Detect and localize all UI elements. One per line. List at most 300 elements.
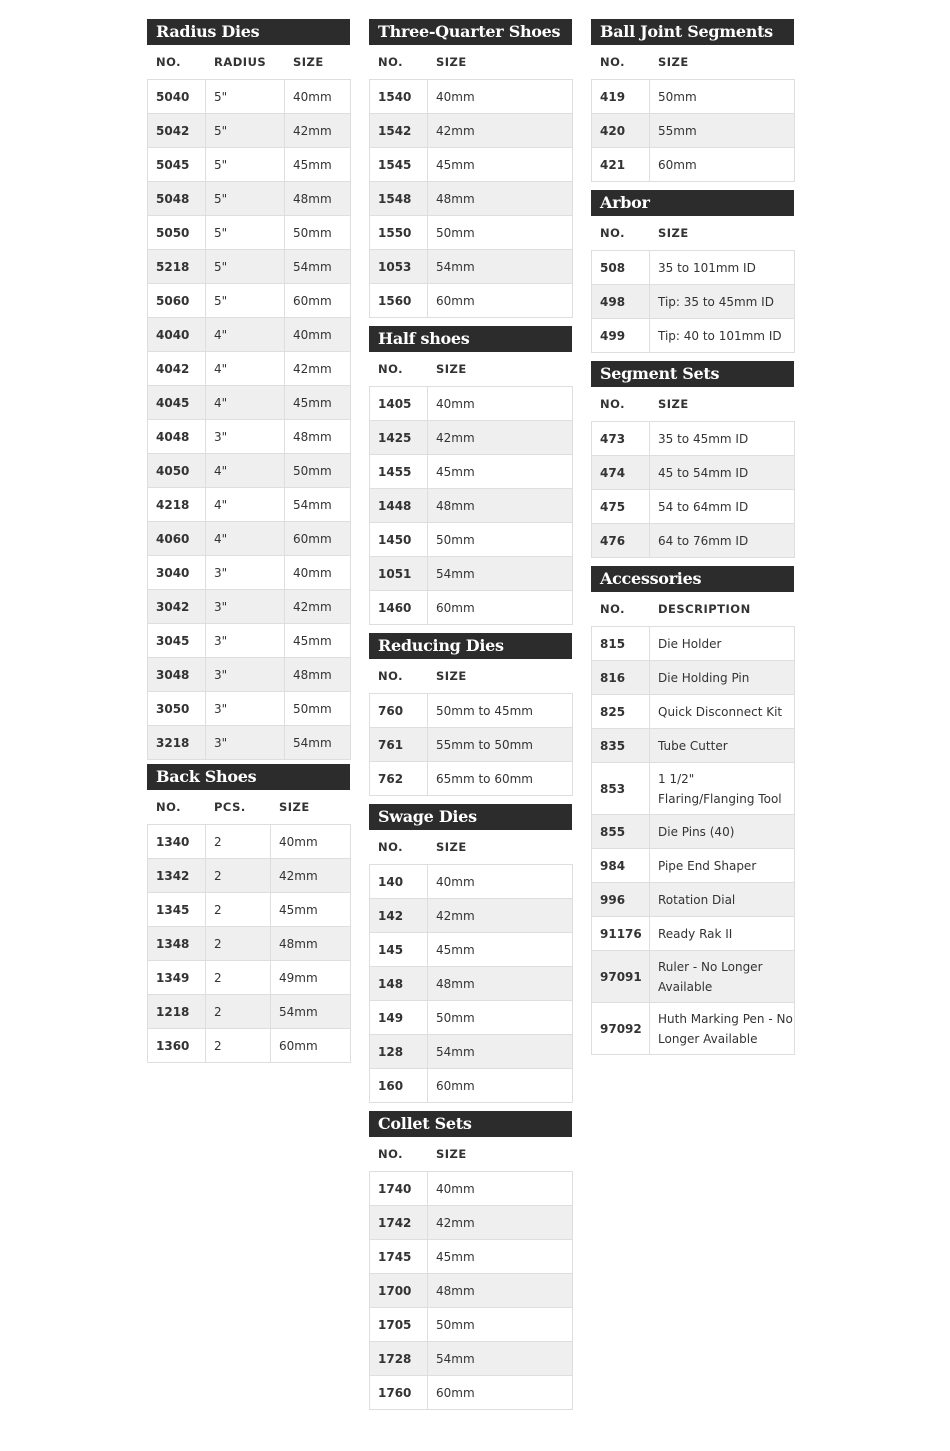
item-value: 5" [206,80,285,114]
item-value: 35 to 45mm ID [650,422,795,456]
table-row [592,148,795,182]
collet-sets-table [369,1171,573,1410]
item-value: 5" [206,148,285,182]
item-number: 1745 [370,1240,428,1274]
table-row [370,1376,573,1410]
item-number: 1540 [370,80,428,114]
item-number: 140 [370,865,428,899]
table-row [370,421,573,455]
column-header: DESCRIPTION [658,602,751,616]
item-value: 60mm [285,522,351,556]
item-number: 128 [370,1035,428,1069]
item-value: 2 [206,927,271,961]
item-value: 60mm [428,1376,573,1410]
table-row [592,815,795,849]
item-number: 1448 [370,489,428,523]
item-value: 5" [206,284,285,318]
item-value: 40mm [428,1172,573,1206]
table-row [148,182,351,216]
table-row [592,285,795,319]
table-row [592,849,795,883]
item-value: 48mm [428,489,573,523]
item-number: 1560 [370,284,428,318]
item-value: 35 to 101mm ID [650,251,795,285]
accessories-section [591,566,794,1055]
item-value: 54mm [428,250,573,284]
table-row [592,80,795,114]
item-value: 40mm [285,556,351,590]
item-value: 40mm [285,80,351,114]
item-value: 2 [206,893,271,927]
item-value: 60mm [428,284,573,318]
table-row [592,729,795,763]
table-row [370,1001,573,1035]
item-value: 5" [206,250,285,284]
item-number: 855 [592,815,650,849]
half-shoes-section [369,326,572,625]
table-row [370,182,573,216]
item-value: 2 [206,1029,271,1063]
column-header: SIZE [436,669,467,683]
table-row [370,1069,573,1103]
arbor-section [591,190,794,353]
item-number: 142 [370,899,428,933]
item-value: 5" [206,114,285,148]
item-number: 1460 [370,591,428,625]
item-number: 4218 [148,488,206,522]
item-value: 54mm [285,250,351,284]
item-number: 145 [370,933,428,967]
item-number: 91176 [592,917,650,951]
item-number: 4050 [148,454,206,488]
item-value: 4" [206,386,285,420]
item-number: 761 [370,728,428,762]
column-header: SIZE [436,840,467,854]
item-value: 48mm [285,420,351,454]
item-number: 160 [370,1069,428,1103]
item-value: 2 [206,825,271,859]
table-row [148,284,351,318]
reducing-dies-section [369,633,572,796]
half-shoes-table [369,386,573,625]
item-value: 3" [206,556,285,590]
table-row [370,284,573,318]
radius-dies-section [147,19,350,760]
table-row [148,454,351,488]
item-value: 40mm [428,865,573,899]
item-value: 3" [206,624,285,658]
column-header: SIZE [658,55,689,69]
table-row [148,624,351,658]
column-header: NO. [600,397,626,411]
column-header: NO. [378,55,404,69]
item-value: 60mm [271,1029,351,1063]
three-quarter-shoes-section [369,19,572,318]
radius-dies-table [147,79,351,760]
item-number: 1548 [370,182,428,216]
ball-joint-segments-title: Ball Joint Segments [591,19,794,45]
item-number: 474 [592,456,650,490]
column-headers [591,45,794,79]
table-row [148,420,351,454]
item-value: 54mm [428,1035,573,1069]
table-row [148,961,351,995]
item-number: 1340 [148,825,206,859]
table-row [148,318,351,352]
item-value: Tip: 35 to 45mm ID [650,285,795,319]
item-number: 5048 [148,182,206,216]
item-value: Die Holder [650,627,795,661]
column-headers [147,790,350,824]
item-number: 1700 [370,1274,428,1308]
column-header: NO. [156,800,182,814]
swage-dies-section [369,804,572,1103]
item-value: 5" [206,216,285,250]
table-row [370,523,573,557]
item-value: 50mm [428,1001,573,1035]
column-header: NO. [378,840,404,854]
table-row [148,80,351,114]
item-value: 40mm [428,80,573,114]
item-number: 148 [370,967,428,1001]
item-value: Die Pins (40) [650,815,795,849]
item-value: 42mm [285,352,351,386]
table-row [148,995,351,1029]
item-number: 1405 [370,387,428,421]
item-value: Ready Rak II [650,917,795,951]
table-row [370,80,573,114]
accessories-table [591,626,795,1055]
item-value: 65mm to 60mm [428,762,573,796]
item-number: 1545 [370,148,428,182]
column-headers [147,45,350,79]
item-number: 419 [592,80,650,114]
column-left [147,19,350,1063]
table-row [592,422,795,456]
table-row [592,951,795,1003]
item-number: 3040 [148,556,206,590]
item-number: 5050 [148,216,206,250]
item-number: 4060 [148,522,206,556]
column-headers [591,387,794,421]
item-value: 42mm [428,421,573,455]
item-value: 60mm [428,1069,573,1103]
item-number: 97092 [592,1003,650,1055]
item-number: 3048 [148,658,206,692]
item-number: 1728 [370,1342,428,1376]
table-row [148,1029,351,1063]
item-value: 48mm [285,182,351,216]
column-header: PCS. [214,800,246,814]
item-value: 4" [206,488,285,522]
item-value: 45mm [271,893,351,927]
item-number: 498 [592,285,650,319]
swage-dies-table [369,864,573,1103]
item-number: 3042 [148,590,206,624]
item-value: 3" [206,658,285,692]
column-header: NO. [156,55,182,69]
table-row [370,865,573,899]
item-value: 55mm to 50mm [428,728,573,762]
table-row [370,933,573,967]
item-value: 2 [206,859,271,893]
item-number: 3050 [148,692,206,726]
table-row [370,1240,573,1274]
item-value: 64 to 76mm ID [650,524,795,558]
item-value: 2 [206,961,271,995]
table-row [592,883,795,917]
table-row [370,1172,573,1206]
column-header: SIZE [293,55,324,69]
table-row [592,251,795,285]
item-value: 45mm [428,148,573,182]
segment-sets-title: Segment Sets [591,361,794,387]
item-number: 984 [592,849,650,883]
back-shoes-table [147,824,351,1063]
column-header: NO. [600,226,626,240]
reducing-dies-title: Reducing Dies [369,633,572,659]
item-value: 54mm [285,488,351,522]
half-shoes-title: Half shoes [369,326,572,352]
back-shoes-title: Back Shoes [147,764,350,790]
item-number: 853 [592,763,650,815]
item-value: 4" [206,318,285,352]
item-value: 45mm [285,386,351,420]
item-value: 4" [206,522,285,556]
item-number: 4045 [148,386,206,420]
item-value: Tip: 40 to 101mm ID [650,319,795,353]
table-row [370,1308,573,1342]
item-value: 50mm [428,523,573,557]
arbor-title: Arbor [591,190,794,216]
column-header: SIZE [658,226,689,240]
item-number: 4048 [148,420,206,454]
item-value: Huth Marking Pen - No Longer Available [650,1003,795,1055]
item-number: 421 [592,148,650,182]
item-number: 499 [592,319,650,353]
item-value: 45mm [285,624,351,658]
table-row [370,216,573,250]
item-value: 48mm [271,927,351,961]
table-row [592,627,795,661]
item-number: 815 [592,627,650,661]
item-value: 3" [206,692,285,726]
item-number: 4040 [148,318,206,352]
item-number: 97091 [592,951,650,1003]
item-number: 1051 [370,557,428,591]
item-number: 835 [592,729,650,763]
column-header: NO. [600,55,626,69]
ball-joint-segments-table [591,79,795,182]
item-value: 3" [206,590,285,624]
column-header: NO. [378,669,404,683]
table-row [592,524,795,558]
table-row [370,1342,573,1376]
table-row [592,319,795,353]
item-value: 50mm [285,454,351,488]
table-row [370,1035,573,1069]
item-value: 5" [206,182,285,216]
table-row [148,386,351,420]
item-value: 60mm [428,591,573,625]
table-row [148,859,351,893]
item-value: 48mm [428,182,573,216]
item-number: 1742 [370,1206,428,1240]
column-headers [369,830,572,864]
item-value: 50mm [650,80,795,114]
ball-joint-segments-section [591,19,794,182]
item-value: 40mm [428,387,573,421]
column-header: RADIUS [214,55,267,69]
item-value: 42mm [428,114,573,148]
table-row [592,763,795,815]
item-value: Pipe End Shaper [650,849,795,883]
table-row [370,250,573,284]
item-number: 5060 [148,284,206,318]
table-row [148,216,351,250]
item-value: 1 1/2" Flaring/Flanging Tool [650,763,795,815]
column-header: SIZE [436,1147,467,1161]
item-value: 45mm [428,455,573,489]
item-value: Ruler - No Longer Available [650,951,795,1003]
item-value: 45mm [428,1240,573,1274]
column-header: NO. [378,1147,404,1161]
item-value: 48mm [285,658,351,692]
column-headers [369,45,572,79]
table-row [370,1274,573,1308]
item-number: 1740 [370,1172,428,1206]
table-row [592,917,795,951]
table-row [148,488,351,522]
item-value: 45mm [428,933,573,967]
item-value: 54 to 64mm ID [650,490,795,524]
back-shoes-section [147,764,350,1063]
item-value: Tube Cutter [650,729,795,763]
column-header: SIZE [279,800,310,814]
item-value: 42mm [285,114,351,148]
item-value: 42mm [428,1206,573,1240]
item-value: Quick Disconnect Kit [650,695,795,729]
item-value: 60mm [650,148,795,182]
table-row [592,1003,795,1055]
table-row [370,728,573,762]
collet-sets-section [369,1111,572,1410]
table-row [592,490,795,524]
table-row [370,899,573,933]
table-row [148,522,351,556]
table-row [592,114,795,148]
item-value: 54mm [271,995,351,1029]
item-number: 475 [592,490,650,524]
table-row [370,455,573,489]
segment-sets-table [591,421,795,558]
column-header: SIZE [658,397,689,411]
item-value: 48mm [428,967,573,1001]
table-row [148,590,351,624]
item-value: 3" [206,420,285,454]
column-headers [369,659,572,693]
column-header: SIZE [436,55,467,69]
column-right [591,19,794,1055]
table-row [592,456,795,490]
item-number: 508 [592,251,650,285]
item-value: Die Holding Pin [650,661,795,695]
column-middle [369,19,572,1410]
item-value: 50mm [428,216,573,250]
item-number: 996 [592,883,650,917]
item-value: 48mm [428,1274,573,1308]
table-row [370,967,573,1001]
column-header: SIZE [436,362,467,376]
item-number: 762 [370,762,428,796]
collet-sets-title: Collet Sets [369,1111,572,1137]
item-number: 5042 [148,114,206,148]
table-row [370,557,573,591]
item-number: 1425 [370,421,428,455]
table-row [148,352,351,386]
radius-dies-title: Radius Dies [147,19,350,45]
table-row [370,387,573,421]
item-number: 1349 [148,961,206,995]
table-row [370,762,573,796]
item-number: 1345 [148,893,206,927]
table-row [592,661,795,695]
item-value: 54mm [428,557,573,591]
item-number: 825 [592,695,650,729]
item-number: 1360 [148,1029,206,1063]
table-row [370,1206,573,1240]
item-number: 473 [592,422,650,456]
item-number: 1342 [148,859,206,893]
item-number: 1550 [370,216,428,250]
column-headers [591,216,794,250]
table-row [148,556,351,590]
item-number: 1218 [148,995,206,1029]
item-number: 1760 [370,1376,428,1410]
item-number: 3218 [148,726,206,760]
column-headers [369,1137,572,1171]
accessories-title: Accessories [591,566,794,592]
item-value: 54mm [428,1342,573,1376]
item-number: 760 [370,694,428,728]
item-value: 49mm [271,961,351,995]
item-number: 816 [592,661,650,695]
table-row [370,694,573,728]
item-value: 55mm [650,114,795,148]
table-row [148,825,351,859]
item-value: 3" [206,726,285,760]
item-number: 4042 [148,352,206,386]
item-value: 42mm [285,590,351,624]
item-number: 5045 [148,148,206,182]
item-value: 2 [206,995,271,1029]
item-value: 42mm [271,859,351,893]
table-row [148,114,351,148]
three-quarter-shoes-table [369,79,573,318]
item-number: 1455 [370,455,428,489]
item-value: 54mm [285,726,351,760]
item-value: Rotation Dial [650,883,795,917]
column-headers [369,352,572,386]
column-header: NO. [600,602,626,616]
item-value: 50mm [428,1308,573,1342]
item-value: 60mm [285,284,351,318]
item-value: 50mm [285,692,351,726]
column-header: NO. [378,362,404,376]
item-number: 1348 [148,927,206,961]
item-number: 5218 [148,250,206,284]
item-number: 1053 [370,250,428,284]
